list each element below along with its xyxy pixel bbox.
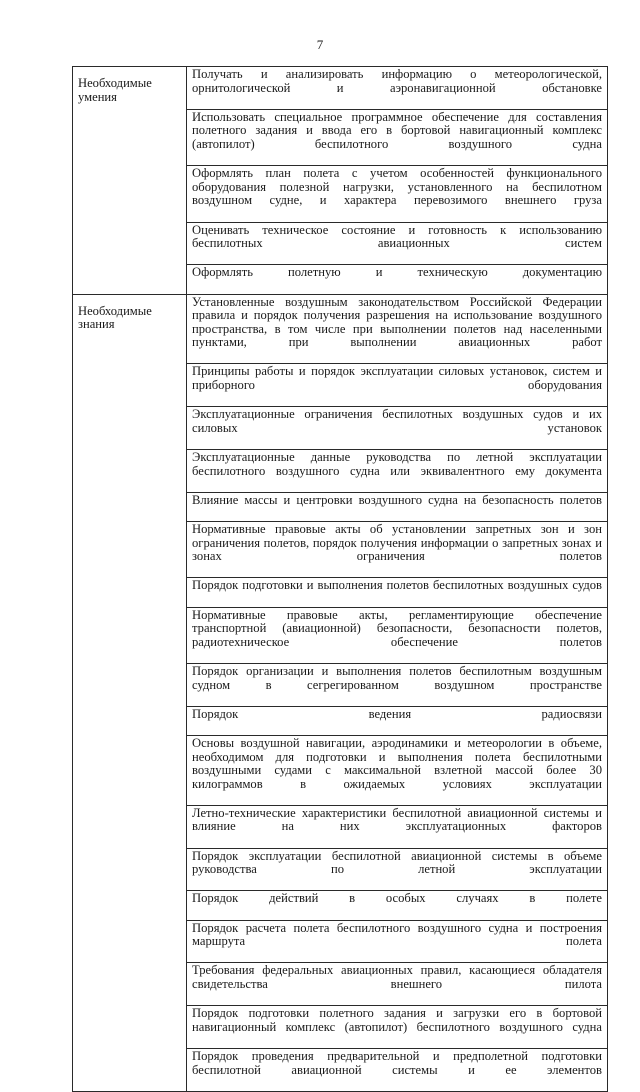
skill-item: Оценивать техническое состояние и готовность к использованию беспилотных авиационных систем [187,222,608,265]
knowledge-item: Порядок организации и выполнения полетов беспилотным воздушным судном в сегрегированном воздушном пространстве [187,663,608,706]
knowledge-item: Принципы работы и порядок эксплуатации силовых установок, систем и приборного оборудования [187,364,608,407]
skill-item: Оформлять полетную и техническую документацию [187,265,608,294]
knowledge-item: Порядок подготовки и выполнения полетов беспилотных воздушных судов [187,578,608,607]
knowledge-item: Летно-технические характеристики беспилотной авиационной системы и влияние на них эксплуатационных факторов [187,805,608,848]
table-row [73,67,608,110]
knowledge-item: Порядок проведения предварительной и предполетной подготовки беспилотной авиационной системы и ее элементов [187,1048,608,1091]
competency-table [72,66,608,1092]
knowledge-item: Нормативные правовые акты, регламентирующие обеспечение транспортной (авиационной) безопасности, безопасности полетов, радиотехническое обеспечение полетов [187,607,608,663]
section-heading-skills: Необходимые умения [73,67,187,295]
knowledge-item: Порядок ведения радиосвязи [187,706,608,735]
knowledge-item: Влияние массы и центровки воздушного судна на безопасность полетов [187,492,608,521]
page-number: 7 [316,37,324,52]
knowledge-item: Эксплуатационные данные руководства по летной эксплуатации беспилотного воздушного судна или эквивалентного ему документа [187,450,608,493]
knowledge-item: Требования федеральных авиационных правил, касающиеся обладателя свидетельства внешнего пилота [187,963,608,1006]
knowledge-item: Порядок расчета полета беспилотного воздушного судна и построения маршрута полета [187,920,608,963]
knowledge-item: Порядок эксплуатации беспилотной авиационной системы в объеме руководства по летной эксплуатации [187,848,608,891]
skill-item: Получать и анализировать информацию о метеорологической, орнитологической и аэронавигационной обстановке [187,67,608,110]
table-row [73,294,608,364]
knowledge-item: Установленные воздушным законодательством Российской Федерации правила и порядок получения разрешения на использование воздушного пространства, в том числе при выполнении полетов над населенными пунктами, при выполнении авиационных работ [187,294,608,364]
knowledge-item: Основы воздушной навигации, аэродинамики и метеорологии в объеме, необходимом для подготовки и выполнения полета беспилотными воздушными судами с максимальной взлетной массой более 30 килограммов в ожидаемых условиях эксплуатации [187,735,608,805]
section-heading-knowledge: Необходимые знания [73,294,187,1091]
skill-item: Оформлять план полета с учетом особенностей функционального оборудования полезной нагрузки, установленного на беспилотном воздушном судне, и характера перевозимого внешнего груза [187,166,608,222]
skill-item: Использовать специальное программное обеспечение для составления полетного задания и ввода его в бортовой навигационный комплекс (автопилот) беспилотного воздушного судна [187,109,608,165]
knowledge-item: Порядок подготовки полетного задания и загрузки его в бортовой навигационный комплекс (автопилот) беспилотного воздушного судна [187,1006,608,1049]
knowledge-item: Порядок действий в особых случаях в полете [187,891,608,920]
knowledge-item: Нормативные правовые акты об установлении запретных зон и зон ограничения полетов, порядок получения информации о запретных зонах и зонах ограничения полетов [187,522,608,578]
knowledge-item: Эксплуатационные ограничения беспилотных воздушных судов и их силовых установок [187,407,608,450]
